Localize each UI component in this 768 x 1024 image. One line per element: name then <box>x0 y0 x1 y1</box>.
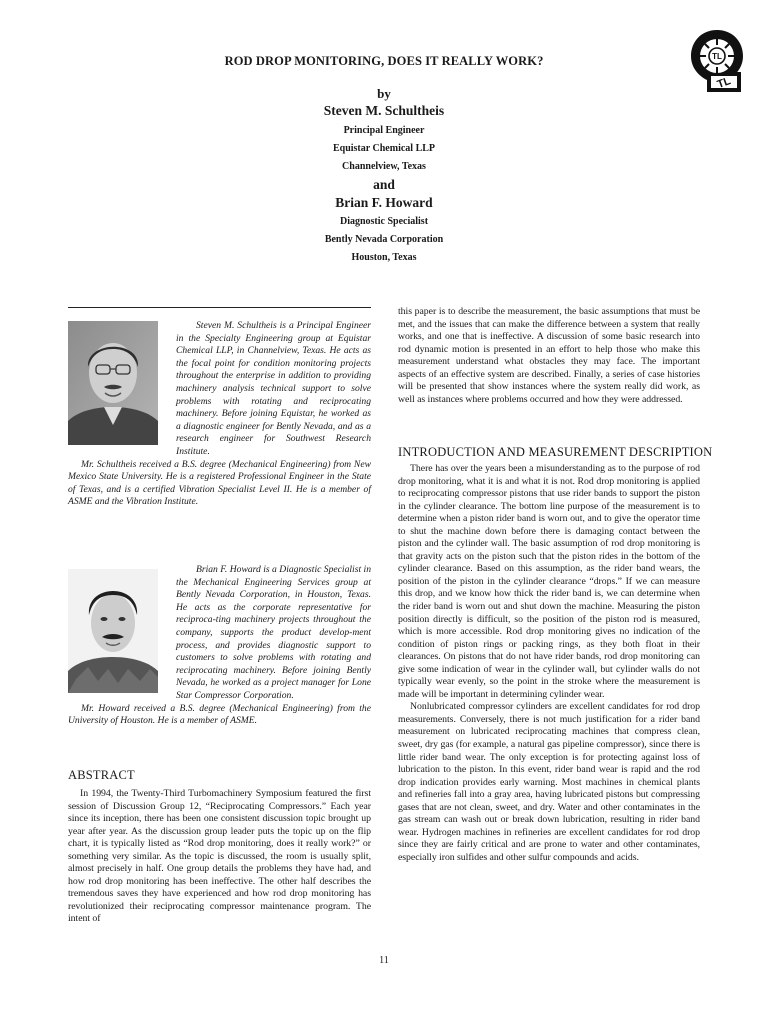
author-1-location: Channelview, Texas <box>342 161 426 172</box>
introduction-paragraph-2: Nonlubricated compressor cylinders are excellent candidates for rod drop measurements. Conversely, there is not much justification for a rider band measurement on lubricated reciprocating machines that compress clean, sweet, dry gas (for example, a natural gas pipeline compressor), since there is little rider band wear. The only exception is for protecting against loss of lubrication to the piston. In this event, rider band wear is rapid and the rod drop indication provides early warning. Most machines in chemical plants and refineries fall into a gray area, having lubricated pistons but compressing gases that are not clean, sweet, and dry. Water and other contaminates in the gas stream can wash out or break down lubrication, resulting in rider band wear. Hydrogen machines in refineries are excellent candidates for rod drop since they are fairly critical and are prone to water and other contaminates, especially iron sulfides and other sulfur compounds and acids. <box>398 701 700 863</box>
turbolab-logo-icon <box>689 28 745 94</box>
page-number: 11 <box>379 955 389 966</box>
author-1-bio-paragraph: Steven M. Schultheis is a Principal Engineer in the Specialty Engineering group at Equistar Chemical LLP, in Channelview, Texas. He acts as the focal point for condition monitoring projects throughout the enterprise in addition to providing machinery analysis technical support to solve problems with rotating and reciprocating machinery. Before joining Equistar, he worked as a diagnostic engineer for Bently Nevada, and as a research engineer for Southwest Research Institute. <box>176 320 371 457</box>
author-2-bio-credentials: Mr. Howard received a B.S. degree (Mechanical Engineering) from the University of Houston. He is a member of ASME. <box>68 702 371 727</box>
author-1-photo <box>68 321 158 445</box>
author-2-org: Bently Nevada Corporation <box>324 234 444 245</box>
author-1-org: Equistar Chemical LLP <box>332 143 436 154</box>
author-2-name: Brian F. Howard <box>335 195 433 210</box>
abstract-paragraph: In 1994, the Twenty-Third Turbomachinery Symposium featured the first session of Discussion Group 12, “Reciprocating Compressors.” Each year since its inception, there has been one consistent discussion topic brought up year after year. As the discussion group leader puts the topic up on the flip chart, it is typically listed as “Rod drop monitoring, does it really work?” or something very similar. As the topic is discussed, the room is usually split, almost precisely in half. One group details the problems they have had, and how rod drop monitoring has been ineffective. The other half describes the tremendous saves they have experienced and how rod drop monitoring has revolutionized their reciprocating compressor maintenance program. The intent of <box>68 788 371 925</box>
author-1-name: Steven M. Schultheis <box>323 103 445 118</box>
author-2-bio-paragraph: Brian F. Howard is a Diagnostic Specialist in the Mechanical Engineering Services group at Bently Nevada Corporation, in Houston, Texas. He acts as the corporate representative for reciproca-ting machinery projects throughout the company, supports the product develop-ment process, and provides diagnostic support to customers to solve problems with rotating and reciprocating machinery. Before joining Bently Nevada, he worked as a project manager for Lone Star Compressor Corporation. <box>176 564 371 701</box>
author-2-photo <box>68 569 158 693</box>
author-2-location: Houston, Texas <box>351 252 417 263</box>
introduction-body <box>398 463 700 953</box>
introduction-paragraph-1: There has over the years been a misunderstanding as to the purpose of rod drop monitoring, what it is and what it is not. Rod drop monitoring is applied to reciprocating compressor pistons that use rider bands to support the piston in the cylinder clearance. The bottom line purpose of the measurement is to determine when a piston rider band is worn out, and to give the operator time to shut the machine down before there is damaging contact between the piston and the cylinder wall. The basic assumption of rod drop monitoring is that gravity acts on the piston such that the piston rides in the bottom of the cylinder clearance. Based on this assumption, as the rider band wears, the position of the piston in the cylinder clearance “drops.” If we can measure this drop, and we know how thick the rider band is, we can determine when the rider band is worn out and shut down the machine. Measuring the piston position directly is difficult, so the position of the piston rod is measured, which is more accessible. Rod drop monitoring gives no indication of the condition of piston rings or packing rings, as they both float in their clearances. On pistons that do not have rider bands, rod drop monitoring can give some indication of wear in the cylinder wall, but cylinder walls do not typically wear evenly, so the point in the stroke where the measurement is made will be important in determining cylinder wear. <box>398 463 700 700</box>
svg-text:TL: TL <box>712 52 722 61</box>
abstract-continuation-paragraph: this paper is to describe the measurement, the basic assumptions that must be met, and the issues that can make the difference between a system that really works, and one that is ineffective. A discussion of some basic research into rod dynamic motion is presented in an effort to help those who make this measurement understand what obstacles they may face. The important aspects of an effective system are described. Finally, a series of case histories will be presented that show instances where the system really did work, as well as instances where problems occurred and how they were addressed. <box>398 306 700 405</box>
byline-and: and <box>373 177 395 192</box>
byline-by: by <box>377 86 391 101</box>
author-1-bio-credentials: Mr. Schultheis received a B.S. degree (Mechanical Engineering) from New Mexico State University. He is a registered Professional Engineer in the State of Texas, and is a certified Vibration Specialist Level II. He is a member of ASME and the Vibration Institute. <box>68 458 371 508</box>
abstract-continuation <box>398 306 700 436</box>
author-2-title: Diagnostic Specialist <box>339 216 429 227</box>
paper-title: ROD DROP MONITORING, DOES IT REALLY WORK? <box>224 54 544 68</box>
abstract-body <box>68 788 371 948</box>
introduction-heading: INTRODUCTION AND MEASUREMENT DESCRIPTION <box>398 445 713 459</box>
svg-text:TL: TL <box>715 75 733 91</box>
section-rule <box>68 307 371 308</box>
abstract-heading: ABSTRACT <box>68 768 135 782</box>
author-1-title: Principal Engineer <box>343 125 425 136</box>
